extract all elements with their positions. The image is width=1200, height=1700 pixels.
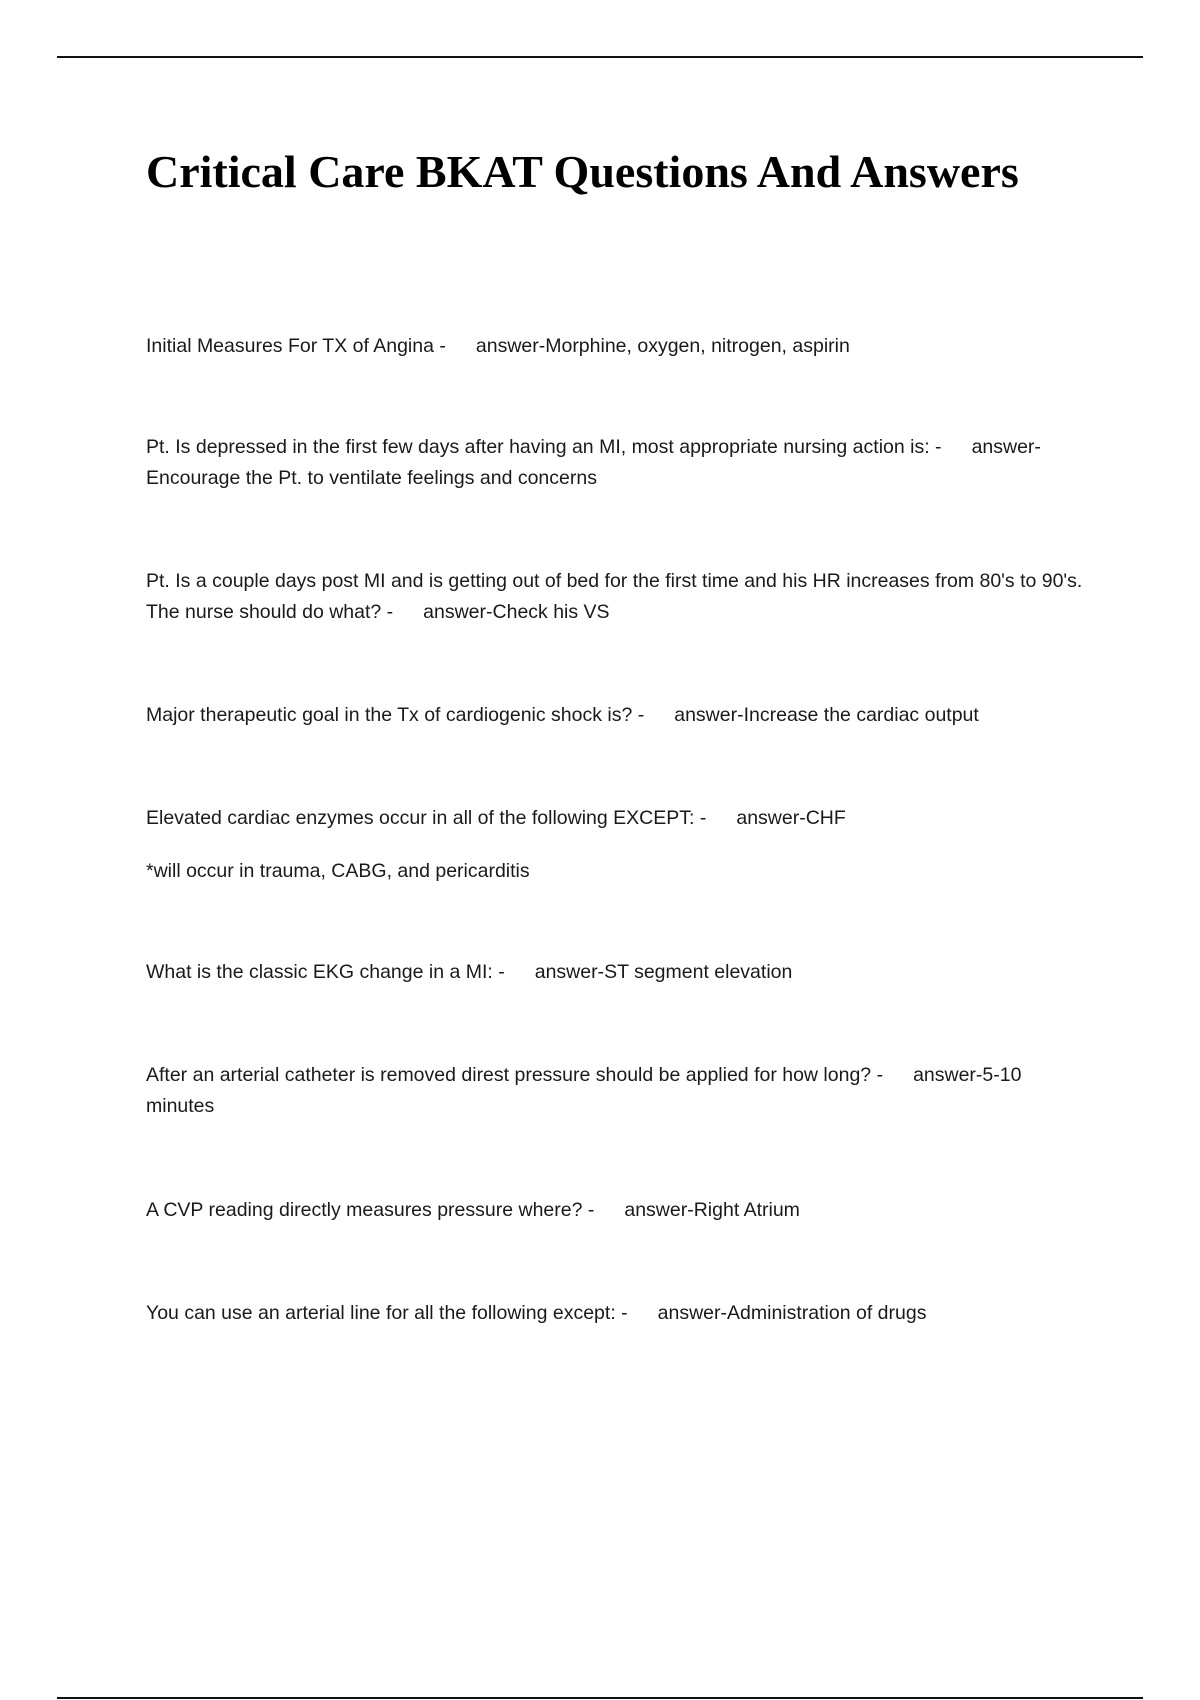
question-text: Elevated cardiac enzymes occur in all of the following EXCEPT: - (146, 807, 707, 829)
qa-item-4 (146, 700, 1086, 731)
qa-item-7 (146, 1060, 1086, 1122)
top-rule (57, 56, 1143, 58)
question-text: Major therapeutic goal in the Tx of cardiogenic shock is? - (146, 704, 645, 726)
answer-text: answer-Encourage the Pt. to ventilate feelings and concerns (146, 436, 1041, 489)
question-text: You can use an arterial line for all the following except: - (146, 1302, 628, 1324)
answer-text: answer-Administration of drugs (657, 1302, 927, 1324)
qa-item-2 (146, 432, 1086, 494)
question-text: A CVP reading directly measures pressure where? - (146, 1199, 595, 1221)
answer-note: *will occur in trauma, CABG, and pericarditis (146, 860, 530, 882)
qa-item-3 (146, 566, 1086, 628)
qa-item-9 (146, 1298, 1086, 1329)
question-text: Pt. Is a couple days post MI and is getting out of bed for the first time and his HR increases from 80's to 90's. The nurse should do what? - (146, 570, 1083, 623)
answer-text: answer-Check his VS (423, 601, 610, 623)
question-text: What is the classic EKG change in a MI: - (146, 961, 505, 983)
bottom-rule (57, 1697, 1143, 1699)
answer-text: answer-Increase the cardiac output (674, 704, 979, 726)
document-title: Critical Care BKAT Questions And Answers (146, 146, 1019, 197)
answer-text: answer-ST segment elevation (534, 961, 793, 983)
question-text: Pt. Is depressed in the first few days after having an MI, most appropriate nursing action is: - (146, 436, 942, 458)
answer-text: answer-Morphine, oxygen, nitrogen, aspirin (475, 335, 850, 357)
qa-item-6 (146, 957, 1086, 988)
question-text: After an arterial catheter is removed direst pressure should be applied for how long? - (146, 1064, 884, 1086)
answer-text: answer-CHF (736, 807, 846, 829)
question-text: Initial Measures For TX of Angina - (146, 335, 446, 357)
qa-item-5 (146, 803, 1086, 834)
answer-text: answer-Right Atrium (624, 1199, 800, 1221)
qa-item-1 (146, 331, 1086, 362)
qa-item-8 (146, 1195, 1086, 1226)
answer-text: answer-5-10 minutes (146, 1064, 1022, 1117)
